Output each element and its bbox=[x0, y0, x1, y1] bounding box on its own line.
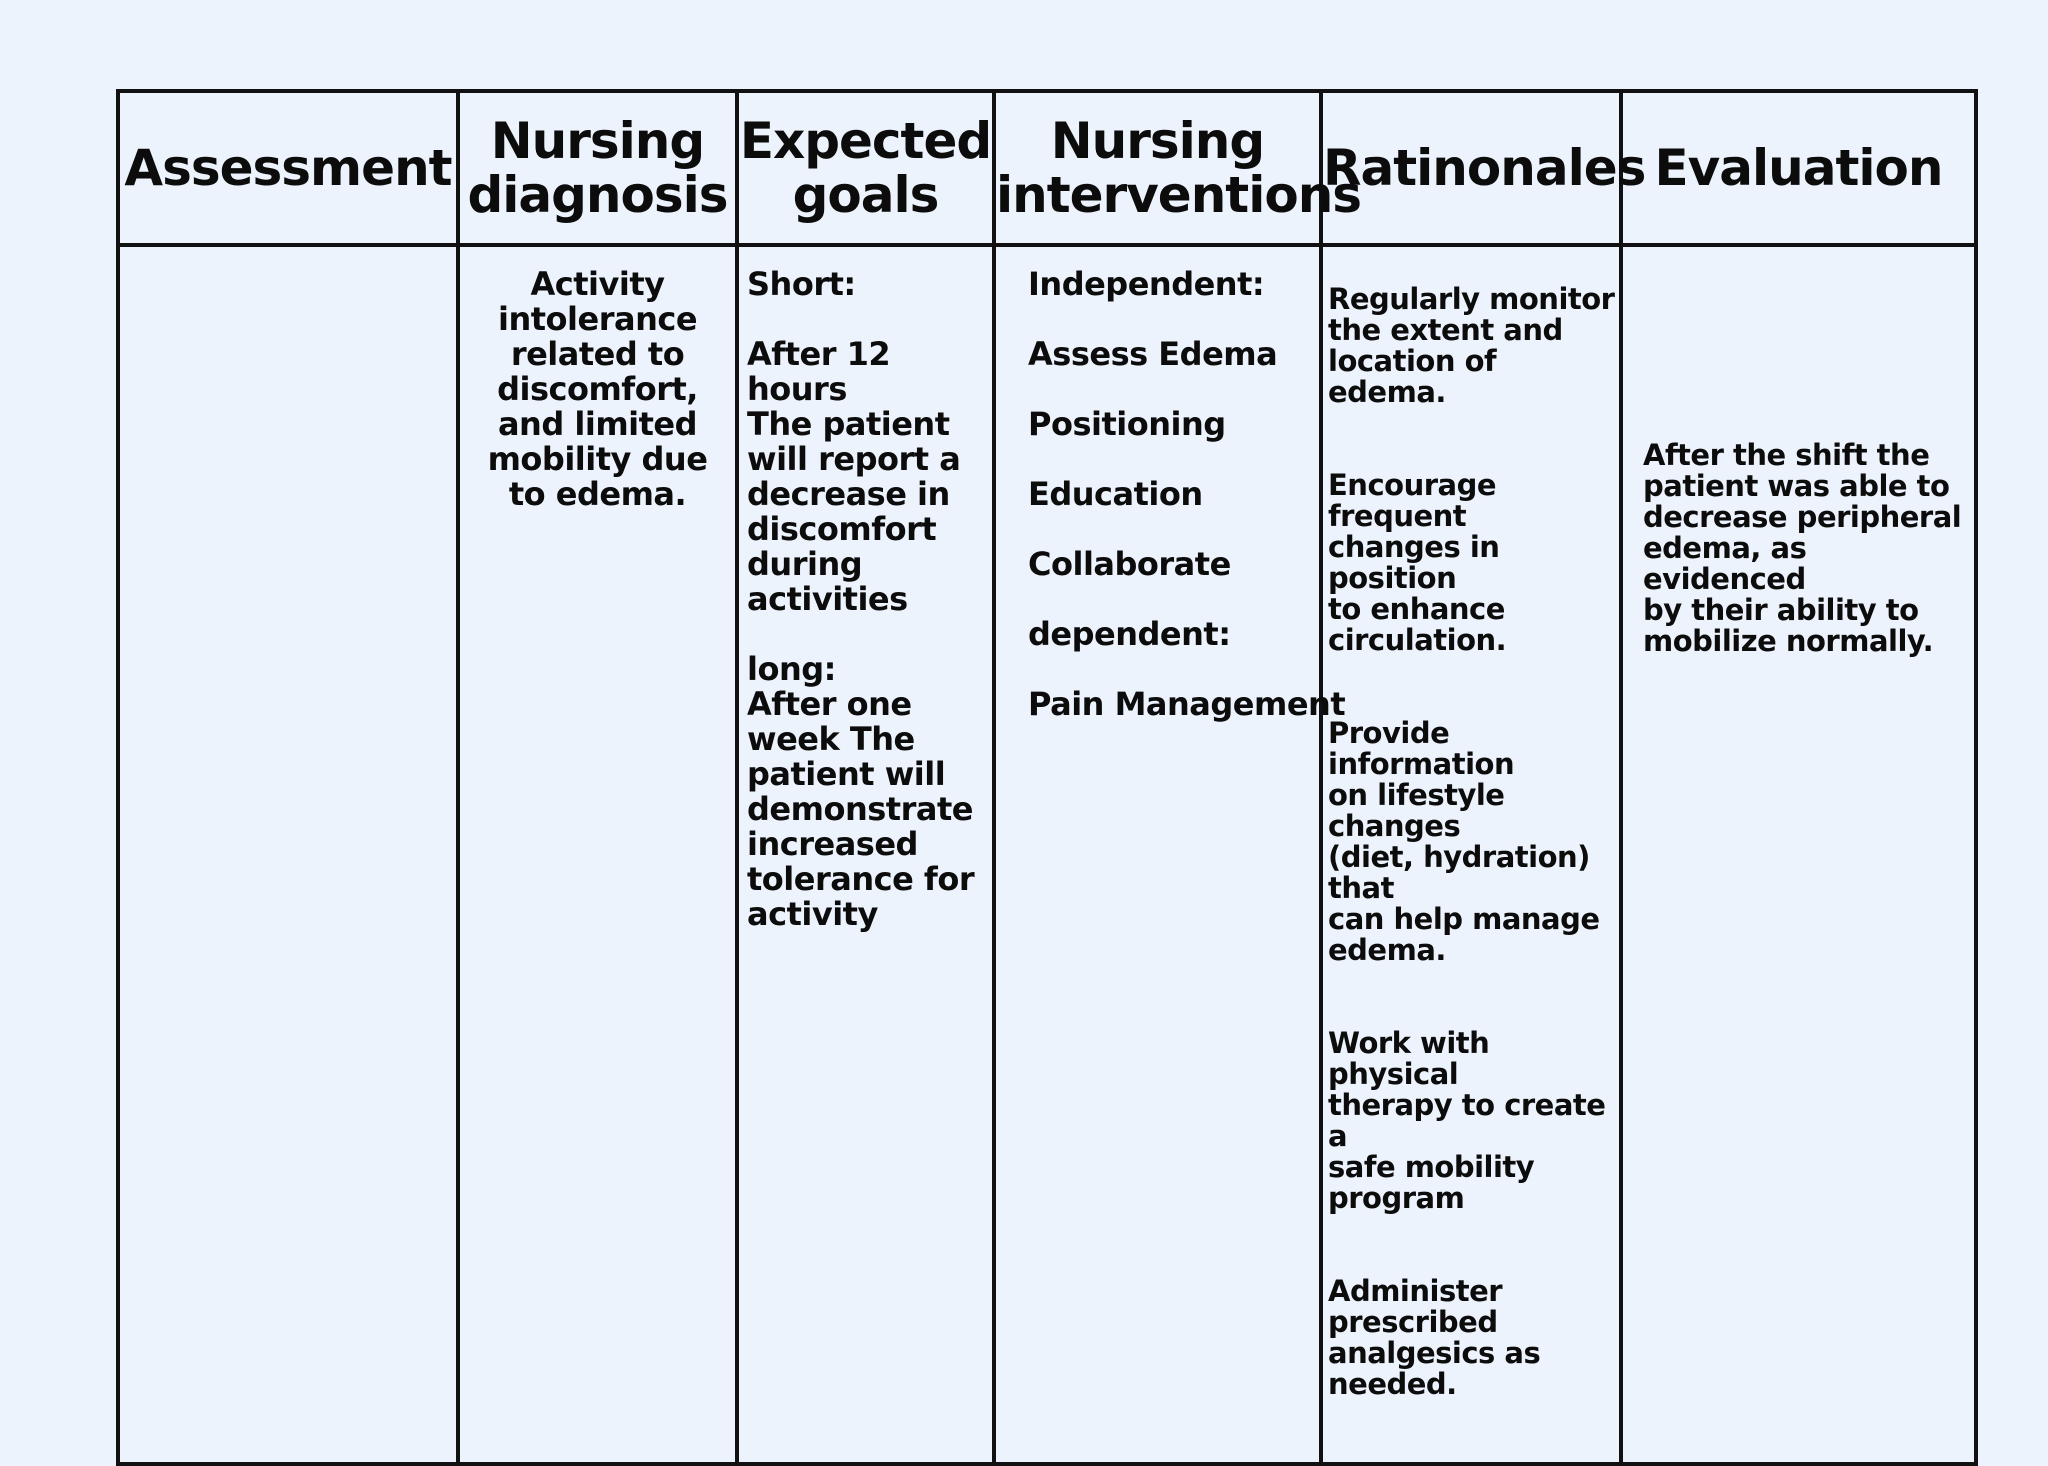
nursing-diagnosis-text: Activity intolerance related to discomfort, and limited mobility due to edema. bbox=[487, 265, 708, 513]
evaluation-text: After the shift the patient was able to decrease peripheral edema, as evidenced by their ability to mobilize normally. bbox=[1643, 438, 1962, 658]
cell-evaluation bbox=[1621, 245, 1976, 1464]
intervention-assess-edema: Assess Edema bbox=[1028, 335, 1278, 373]
header-assessment: Assessment bbox=[118, 91, 458, 245]
nursing-care-plan-table bbox=[116, 89, 1978, 1466]
header-row bbox=[118, 91, 1976, 245]
interventions-list bbox=[996, 247, 1346, 723]
expected-goals-text: Short: After 12 hours The patient will report a decrease in discomfort during activities long: After one week The patient will demonstrate increased tolerance for activity bbox=[747, 265, 975, 933]
cell-nursing-interventions bbox=[994, 245, 1346, 1464]
intervention-education: Education bbox=[1028, 475, 1203, 513]
rationale-position-changes: Encourage frequent changes in position to enhance circulation. bbox=[1328, 468, 1507, 657]
rationale-monitor-edema: Regularly monitor the extent and location of edema. bbox=[1328, 282, 1615, 409]
rationales-list bbox=[1323, 247, 1619, 1462]
intervention-pain-management: Pain Management bbox=[1028, 685, 1346, 723]
header-nursing-diagnosis bbox=[458, 91, 737, 245]
header-nursing-diagnosis-label: Nursing diagnosis bbox=[467, 112, 728, 224]
intervention-positioning: Positioning bbox=[1028, 405, 1226, 443]
rationale-physical-therapy: Work with physical therapy to create a safe mobility program bbox=[1328, 1026, 1606, 1215]
cell-assessment bbox=[118, 245, 458, 1464]
body-row bbox=[118, 245, 1976, 1464]
header-expected-goals-label: Expected goals bbox=[739, 112, 992, 224]
header-nursing-interventions bbox=[994, 91, 1362, 245]
intervention-independent-heading: Independent: bbox=[1028, 265, 1265, 303]
cell-expected-goals bbox=[737, 245, 994, 1464]
rationale-analgesics: Administer prescribed analgesics as needed. bbox=[1328, 1274, 1541, 1401]
rationale-lifestyle-info: Provide information on lifestyle changes (diet, hydration) that can help manage edema. bbox=[1328, 716, 1600, 967]
cell-rationales bbox=[1321, 245, 1621, 1464]
header-nursing-interventions-label: Nursing interventions bbox=[996, 112, 1362, 224]
cell-nursing-diagnosis bbox=[458, 245, 737, 1464]
header-evaluation: Evaluation bbox=[1621, 91, 1976, 245]
intervention-collaborate: Collaborate bbox=[1028, 545, 1231, 583]
intervention-dependent-heading: dependent: bbox=[1028, 615, 1231, 653]
header-expected-goals bbox=[737, 91, 994, 245]
header-rationales: Ratinonales bbox=[1321, 91, 1621, 245]
